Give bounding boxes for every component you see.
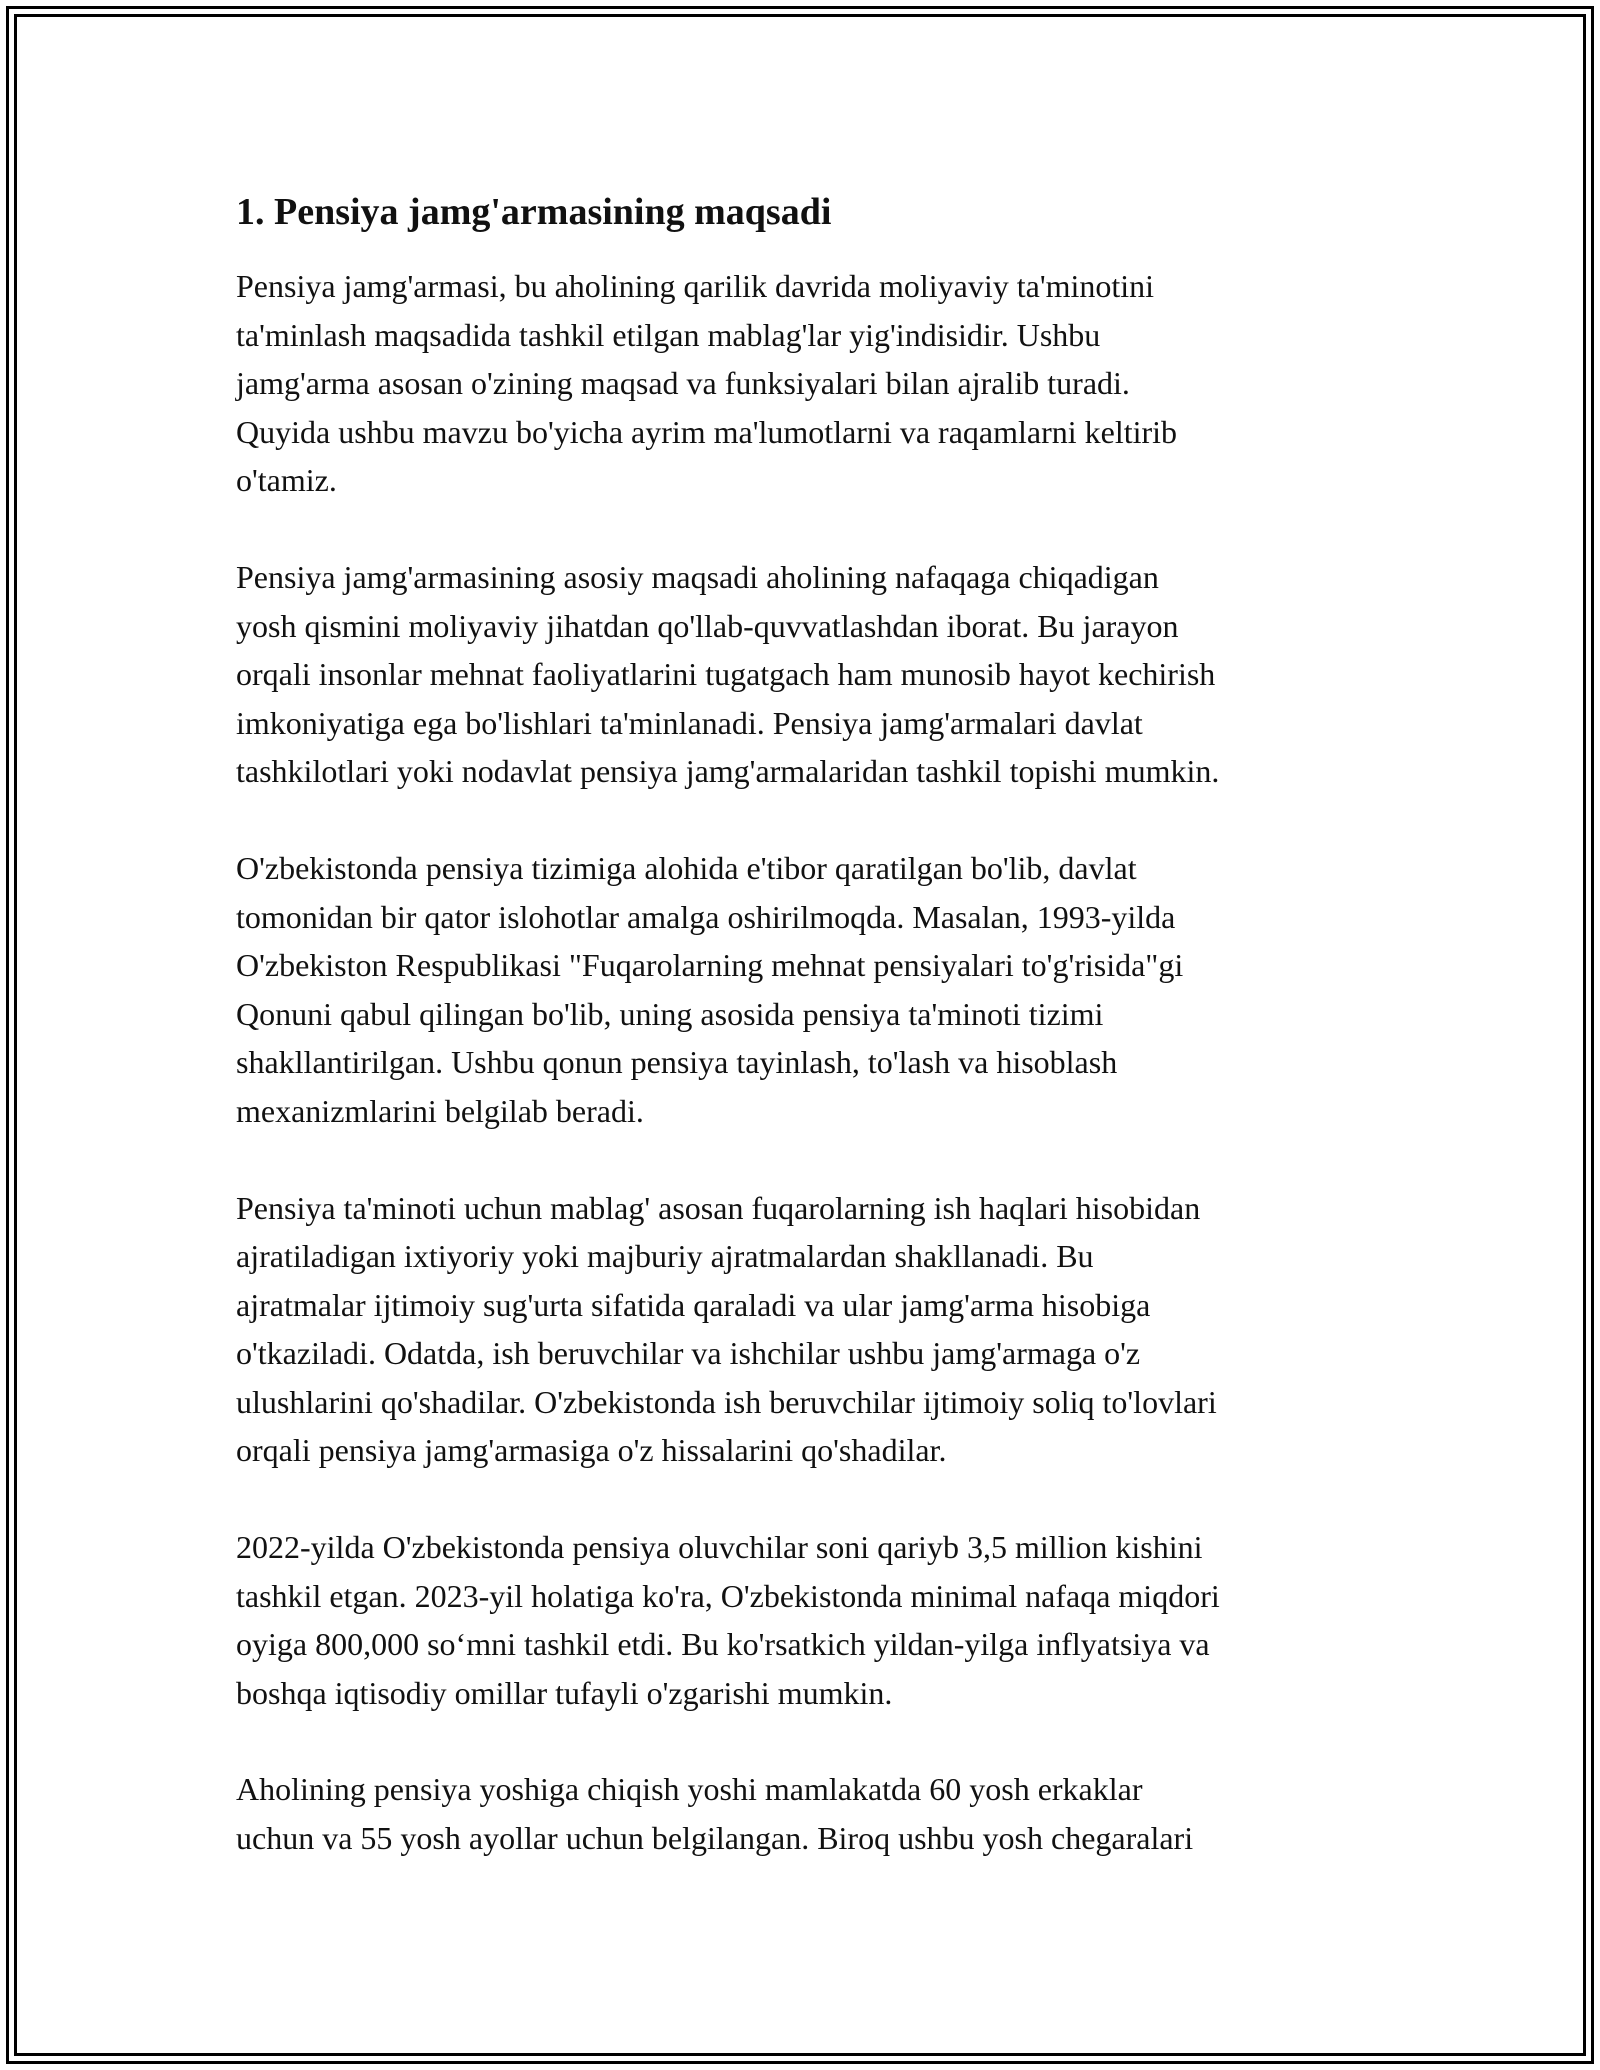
section-heading: 1. Pensiya jamg'armasining maqsadi: [236, 191, 832, 233]
text-line: Pensiya ta'minoti uchun mablag' asosan fuqarolarning ish haqlari hisobidan: [236, 1189, 1201, 1226]
paragraph-funding: [236, 1184, 1366, 1476]
text-line: ulushlarini qo'shadilar. O'zbekistonda ish beruvchilar ijtimoiy soliq to'lovlari: [236, 1383, 1217, 1420]
text-line: Pensiya jamg'armasi, bu aholining qarilik davrida moliyaviy ta'minotini: [236, 268, 1155, 304]
text-line: Quyida ushbu mavzu bo'yicha ayrim ma'lumotlarni va raqamlarni keltirib: [236, 413, 1178, 450]
text-line: boshqa iqtisodiy omillar tufayli o'zgarishi mumkin.: [236, 1674, 893, 1711]
text-line: ajratmalar ijtimoiy sug'urta sifatida qaraladi va ular jamg'arma hisobiga: [236, 1286, 1151, 1323]
text-line: ajratiladigan ixtiyoriy yoki majburiy ajratmalardan shakllanadi. Bu: [236, 1238, 1094, 1275]
paragraph-retirement-age: [236, 1765, 1366, 1862]
text-line: O'zbekistonda pensiya tizimiga alohida e'tibor qaratilgan bo'lib, davlat: [236, 849, 1137, 886]
text-line: ta'minlash maqsadida tashkil etilgan mablag'lar yig'indisidir. Ushbu: [236, 316, 1101, 353]
text-line: Aholining pensiya yoshiga chiqish yoshi mamlakatda 60 yosh erkaklar: [236, 1771, 1143, 1808]
text-line: Pensiya jamg'armasining asosiy maqsadi aholining nafaqaga chiqadigan: [236, 558, 1159, 595]
paragraph-intro: [236, 262, 1366, 505]
text-line: jamg'arma asosan o'zining maqsad va funksiyalari bilan ajralib turadi.: [236, 365, 1130, 402]
text-line: tashkil etgan. 2023-yil holatiga ko'ra, O'zbekistonda minimal nafaqa miqdori: [236, 1577, 1220, 1614]
text-line: o'tkaziladi. Odatda, ish beruvchilar va ishchilar ushbu jamg'armaga o'z: [236, 1335, 1141, 1372]
text-line: tomonidan bir qator islohotlar amalga oshirilmoqda. Masalan, 1993-yilda: [236, 898, 1176, 935]
text-line: mexanizmlarini belgilab beradi.: [236, 1092, 644, 1129]
document-body: [236, 188, 1366, 1911]
text-line: imkoniyatiga ega bo'lishlari ta'minlanadi. Pensiya jamg'armalari davlat: [236, 704, 1143, 741]
paragraph-statistics: [236, 1523, 1366, 1717]
text-line: oyiga 800,000 so‘mni tashkil etdi. Bu ko'rsatkich yildan-yilga inflyatsiya va: [236, 1626, 1210, 1663]
text-line: 2022-yilda O'zbekistonda pensiya oluvchilar soni qariyb 3,5 million kishini: [236, 1529, 1203, 1566]
text-line: O'zbekiston Respublikasi "Fuqarolarning mehnat pensiyalari to'g'risida"gi: [236, 947, 1184, 984]
text-line: uchun va 55 yosh ayollar uchun belgilangan. Biroq ushbu yosh chegaralari: [236, 1820, 1194, 1857]
text-line: tashkilotlari yoki nodavlat pensiya jamg'armalaridan tashkil topishi mumkin.: [236, 753, 1220, 790]
text-line: Qonuni qabul qilingan bo'lib, uning asosida pensiya ta'minoti tizimi: [236, 995, 1104, 1032]
text-line: orqali pensiya jamg'armasiga o'z hissalarini qo'shadilar.: [236, 1432, 947, 1469]
text-line: shakllantirilgan. Ushbu qonun pensiya tayinlash, to'lash va hisoblash: [236, 1044, 1118, 1081]
paragraph-reforms: [236, 844, 1366, 1136]
text-line: o'tamiz.: [236, 462, 337, 499]
text-line: orqali insonlar mehnat faoliyatlarini tugatgach ham munosib hayot kechirish: [236, 656, 1216, 693]
paragraph-main-purpose: [236, 553, 1366, 796]
text-line: yosh qismini moliyaviy jihatdan qo'llab-quvvatlashdan iborat. Bu jarayon: [236, 607, 1179, 644]
